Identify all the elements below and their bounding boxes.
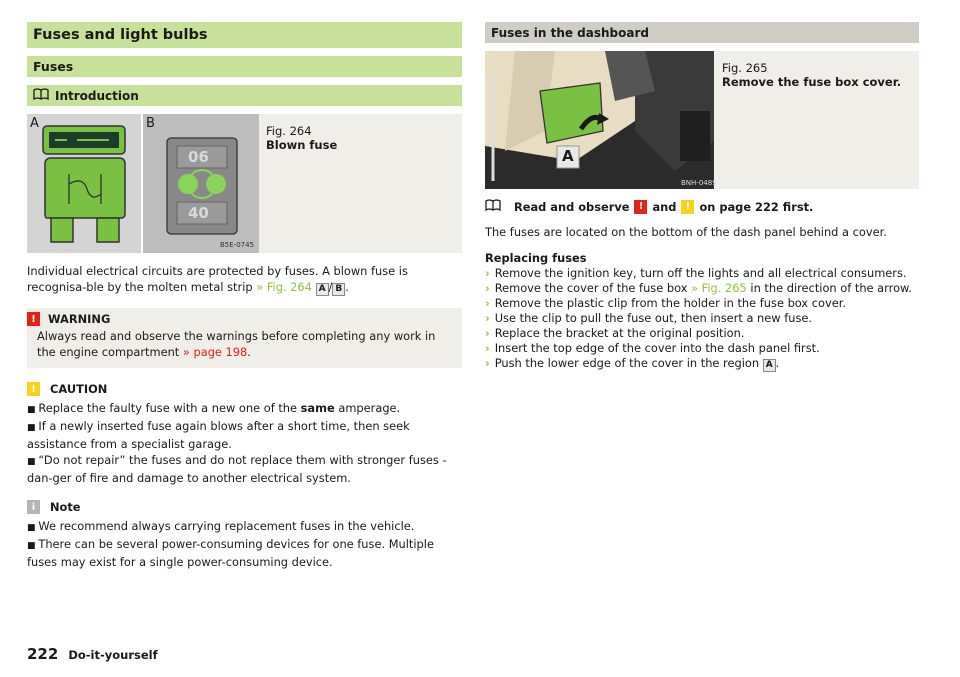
read-observe-line (485, 199, 919, 214)
caution-title: CAUTION (50, 382, 108, 396)
section-title: Fuses (27, 56, 462, 77)
fuse-intro-paragraph: Individual electrical circuits are protected by fuses. A blown fuse is recognisa-ble by the molten metal strip » Fig. 264 A / B . (27, 264, 408, 294)
step-text: Remove the plastic clip from the holder in the fuse box cover. (494, 296, 847, 310)
book-icon (33, 88, 49, 103)
step-text: Use the clip to pull the fuse out, then insert a new fuse. (494, 311, 813, 325)
warning-header (27, 312, 452, 326)
figure-caption (266, 124, 337, 152)
warning-box (27, 308, 462, 368)
fuse-number-bottom: 40 (188, 204, 209, 222)
note-item: ■ There can be several power-consuming devices for one fuse. Multiple fuses may exist for a single power-consuming device. (27, 536, 462, 570)
step-item (485, 281, 919, 296)
note-item: ■ We recommend always carrying replacement fuses in the vehicle. (27, 518, 462, 536)
chevron-right-icon: › (485, 266, 490, 280)
caution-icon: ! (681, 200, 694, 214)
fig264-link[interactable]: » Fig. 264 (256, 280, 312, 294)
chevron-right-icon: › (485, 326, 490, 340)
step7-post: . (775, 356, 780, 370)
step-text: Remove the ignition key, turn off the lights and all electrical consumers. (494, 266, 907, 280)
section-title-dashboard: Fuses in the dashboard (485, 22, 919, 43)
note-title: Note (50, 500, 81, 514)
figure-number-dashboard: Fig. 265 (722, 61, 768, 75)
chevron-right-icon: › (485, 281, 490, 295)
info-icon: i (27, 500, 40, 514)
page-footer (27, 645, 158, 663)
page198-link[interactable]: » page 198 (182, 345, 248, 359)
key-a: A (316, 283, 329, 296)
figure-code-dashboard: BNH-0489 (681, 179, 717, 187)
step-item (485, 311, 919, 326)
step-item (485, 266, 919, 281)
right-column (485, 22, 919, 372)
caution-item (27, 400, 462, 418)
left-column (27, 22, 462, 570)
figure-label-a-dashboard: A (562, 147, 574, 165)
figure-label-a: A (30, 116, 39, 131)
step-item (485, 326, 919, 341)
figure-number: Fig. 264 (266, 124, 312, 138)
intro-heading-label: Introduction (55, 88, 139, 103)
caution-item: ■ If a newly inserted fuse again blows after a short time, then seek assistance from a specialist garage. (27, 418, 462, 452)
caution-icon: ! (27, 382, 40, 396)
step7-pre: Push the lower edge of the cover in the region (494, 356, 763, 370)
figure-caption-dashboard (722, 61, 901, 89)
figure-code: B5E-0745 (220, 241, 255, 249)
caution-item1-end: amperage. (334, 401, 401, 415)
caution-header (27, 382, 462, 396)
warning-end: . (247, 345, 251, 359)
note-header (27, 500, 462, 514)
fuse-number-top: 06 (188, 148, 209, 166)
warning-text (37, 328, 452, 360)
warning-title: WARNING (48, 312, 111, 326)
warning-icon: ! (27, 312, 40, 326)
read-post: on page 222 first. (699, 199, 814, 214)
figure-label-b: B (146, 116, 155, 131)
steps-heading: Replacing fuses (485, 251, 587, 265)
caution-item1-text: Replace the faulty fuse with a new one of the (38, 401, 301, 415)
fig265-link[interactable]: » Fig. 265 (691, 281, 747, 295)
fuse-intro-text: Individual electrical circuits are protected by fuses. A blown fuse is recognisa-ble by the molten metal strip (27, 264, 408, 294)
step-text: Replace the bracket at the original position. (494, 326, 745, 340)
chevron-right-icon: › (485, 311, 490, 325)
step-item (485, 296, 919, 311)
caution-item1-bold: same (300, 401, 335, 415)
chevron-right-icon: › (485, 296, 490, 310)
warning-icon: ! (634, 200, 647, 214)
step-text (495, 281, 912, 296)
step2-post: in the direction of the arrow. (746, 281, 912, 295)
key-a: A (763, 359, 776, 372)
figure-title: Blown fuse (266, 138, 338, 152)
step2-pre: Remove the cover of the fuse box (494, 281, 692, 295)
step-item (485, 356, 919, 372)
step-text (495, 356, 780, 372)
figure-265 (485, 51, 919, 189)
footer-section: Do-it-yourself (68, 648, 158, 662)
read-mid: and (652, 199, 677, 214)
figure-title-dashboard: Remove the fuse box cover. (722, 75, 902, 89)
dashboard-illustration (485, 51, 714, 189)
page-number: 222 (27, 645, 59, 663)
step-item (485, 341, 919, 356)
intro-heading (27, 85, 462, 106)
chevron-right-icon: › (485, 356, 490, 370)
step-text: Insert the top edge of the cover into the dash panel first. (494, 341, 820, 355)
book-icon (485, 199, 501, 214)
warning-body: Always read and observe the warnings before completing any work in the engine compartment (37, 329, 436, 359)
chevron-right-icon: › (485, 341, 490, 355)
chapter-title: Fuses and light bulbs (27, 22, 462, 48)
key-b: B (332, 283, 345, 296)
dashboard-intro: The fuses are located on the bottom of the dash panel behind a cover. (485, 225, 887, 239)
caution-item: ■ “Do not repair” the fuses and do not replace them with stronger fuses - dan-ger of fire and damage to another electrical system. (27, 452, 462, 486)
figure-264 (27, 114, 462, 253)
read-pre: Read and observe (514, 199, 630, 214)
fuse-illustration (27, 114, 259, 253)
